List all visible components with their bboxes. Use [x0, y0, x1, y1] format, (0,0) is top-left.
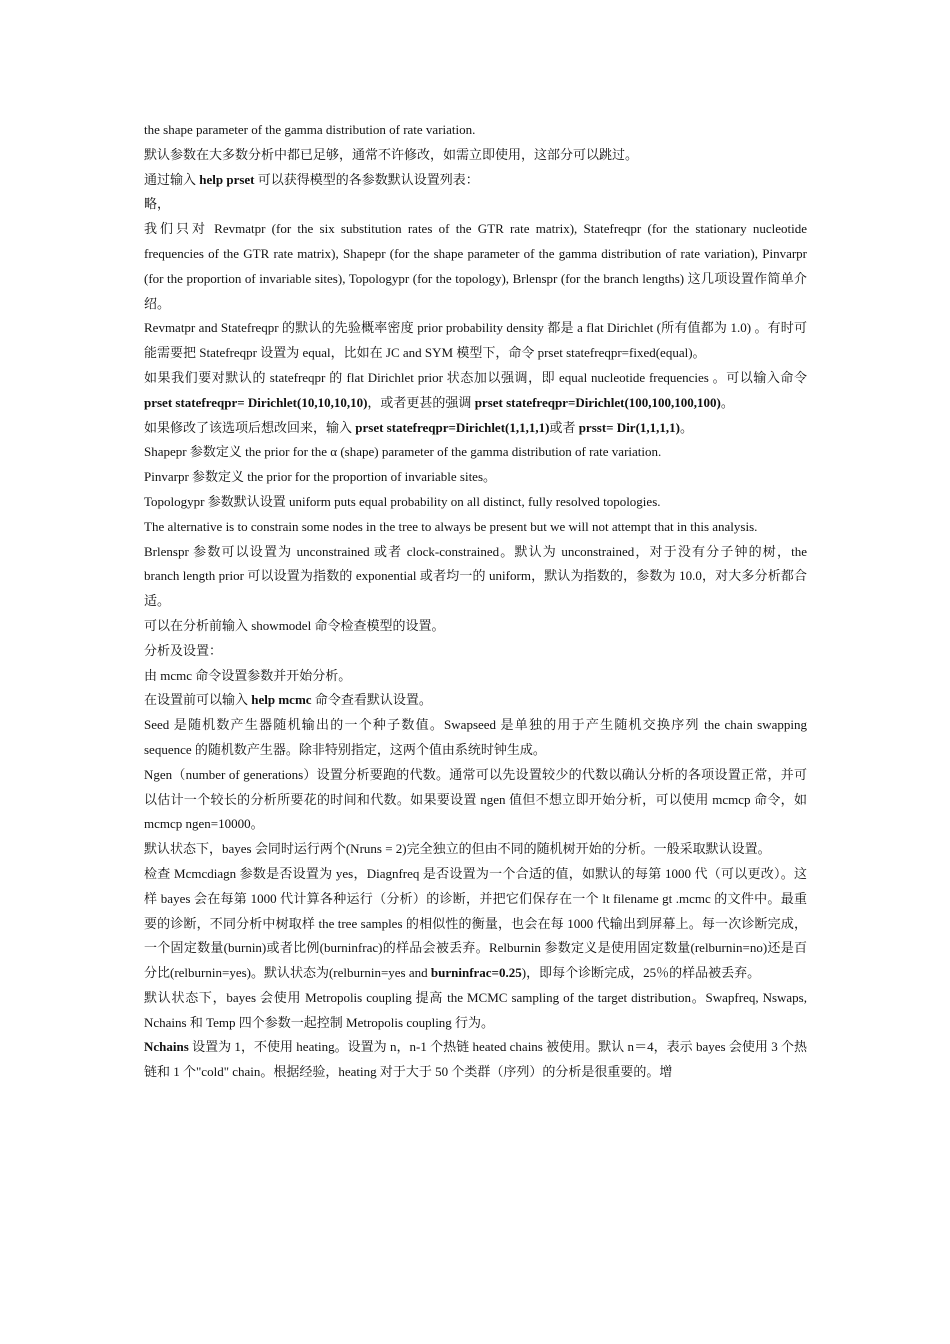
paragraph	[144, 416, 807, 441]
text-run: 命令查看默认设置。	[311, 692, 432, 708]
text-run: 在设置前可以输入	[144, 692, 252, 708]
text-run: 由 mcmc 命令设置参数并开始分析。	[144, 667, 352, 683]
paragraph	[144, 540, 807, 614]
paragraph	[144, 1035, 807, 1085]
paragraph	[144, 862, 807, 986]
bold-text: prset statefreqpr= Dirichlet(10,10,10,10)	[144, 394, 368, 410]
text-run: 。	[680, 419, 694, 435]
text-run: 如果修改了该选项后想改回来，输入	[144, 419, 356, 435]
text-run: 或者	[549, 419, 579, 435]
paragraph	[144, 465, 807, 490]
paragraph	[144, 515, 807, 540]
text-run: Shapepr 参数定义 the prior for the α (shape) parameter of the gamma distribution of rate variation.	[144, 444, 662, 460]
text-run: 默认状态下，bayes 会使用 Metropolis coupling 提高 the MCMC sampling of the target distribution。Swapfreq, Nswaps, Nchains 和 Temp 四个参数一起控制 Metropolis coupling 行为。	[144, 989, 807, 1030]
text-run: 可以在分析前输入 showmodel 命令检查模型的设置。	[144, 617, 445, 633]
paragraph	[144, 316, 807, 366]
text-run: 默认状态下，bayes 会同时运行两个(Nruns = 2)完全独立的但由不同的随机树开始的分析。一般采取默认设置。	[144, 841, 771, 857]
text-run: 设置为 1，不使用 heating。设置为 n，n-1 个热链 heated chains 被使用。默认 n＝4，表示 bayes 会使用 3 个热链和 1 个"cold" chain。根据经验，heating 对于大于 50 个类群（序列）的分析是很重要的。增	[144, 1039, 807, 1080]
text-run: 通过输入	[144, 171, 200, 187]
bold-text: burninfrac=0.25	[430, 965, 522, 981]
text-run: 可以获得模型的各参数默认设置列表：	[254, 171, 479, 187]
paragraph	[144, 664, 807, 689]
text-run: )，即每个诊断完成，25％的样品被丢弃。	[521, 965, 761, 981]
paragraph	[144, 192, 807, 217]
text-run: Pinvarpr 参数定义 the prior for the proportion of invariable sites。	[144, 469, 497, 485]
bold-text: Nchains	[144, 1039, 189, 1055]
text-run: Seed 是随机数产生器随机输出的一个种子数值。Swapseed 是单独的用于产生随机交换序列 the chain swapping sequence 的随机数产生器。除非特别指定，这两个值由系统时钟生成。	[144, 717, 807, 757]
paragraph	[144, 614, 807, 639]
text-run: ，或者更甚的强调	[367, 394, 475, 410]
text-run: 如果我们要对默认的 statefreqpr 的 flat Dirichlet prior 状态加以强调，即 equal nucleotide frequencies 。可以输入命令	[144, 369, 807, 385]
text-run: 默认参数在大多数分析中都已足够，通常不许修改，如需立即使用，这部分可以跳过。	[144, 146, 639, 162]
text-run: Revmatpr and Statefreqpr 的默认的先验概率密度 prior probability density 都是 a flat Dirichlet (所有值都为 1.0) 。有时可能需要把 Statefreqpr 设置为 equal，比如在 JC and SYM 模型下，命令 prset statefreqpr=fixed(equal)。	[144, 320, 807, 361]
paragraph	[144, 763, 807, 837]
paragraph	[144, 168, 807, 193]
paragraph	[144, 217, 807, 316]
text-run: 检查 Mcmcdiagn 参数是否设置为 yes，Diagnfreq 是否设置为一个合适的值，如默认的每第 1000 代（可以更改）。这样 bayes 会在每第 1000 代计算各种运行（分析）的诊断，并把它们保存在一个 lt filename gt .mcmc 的文件中。最重要的诊断，不同分析中树取样 the tree samples 的相似性的衡量，也会在每 1000 代输出到屏幕上。每一次诊断完成，一个固定数量(burnin)或者比例(burninfrac)的样品会被丢弃。Relburnin 参数定义是使用固定数量(relburnin=no)还是百分比(relburnin=yes)。默认状态为(relburnin=yes and	[144, 865, 807, 981]
text-run: the shape parameter of the gamma distribution of rate variation.	[144, 122, 476, 137]
paragraph	[144, 713, 807, 763]
paragraph	[144, 118, 807, 143]
paragraph	[144, 639, 807, 664]
bold-text: prset statefreqpr=Dirichlet(1,1,1,1)	[355, 419, 550, 435]
text-run: Ngen（number of generations）设置分析要跑的代数。通常可以先设置较少的代数以确认分析的各项设置正常，并可以估计一个较长的分析所要花的时间和代数。如果要设置 ngen 值但不想立即开始分析，可以使用 mcmcp 命令，如 mcmcp ngen=10000。	[144, 766, 807, 832]
text-run: Topologypr 参数默认设置 uniform puts equal probability on all distinct, fully resolved topologies.	[144, 493, 661, 509]
text-run: Brlenspr 参数可以设置为 unconstrained 或者 clock-constrained。默认为 unconstrained，对于没有分子钟的树，the branch length prior 可以设置为指数的 exponential 或者均一的 uniform，默认为指数的，参数为 10.0，对大多分析都合适。	[144, 543, 807, 609]
text-run: 。	[720, 394, 734, 410]
paragraph	[144, 490, 807, 515]
text-run: 分析及设置：	[144, 642, 223, 658]
bold-text: help prset	[199, 171, 255, 187]
text-run: The alternative is to constrain some nodes in the tree to always be present but we will not attempt that in this analysis.	[144, 518, 758, 534]
paragraph	[144, 986, 807, 1036]
paragraph	[144, 688, 807, 713]
paragraph	[144, 366, 807, 416]
paragraph	[144, 143, 807, 168]
bold-text: prset statefreqpr=Dirichlet(100,100,100,100)	[474, 394, 721, 410]
bold-text: help mcmc	[251, 692, 312, 708]
text-run: 我们只对 Revmatpr (for the six substitution rates of the GTR rate matrix), Statefreqpr (for the stationary nucleotide frequencies of the GTR rate matrix), Shapepr (for the shape parameter of the gamma distribution of rate variation), Pinvarpr (for the proportion of invariable sites), Topologypr (for the topology), Brlenspr (for the branch lengths) 这几项设置作简单介绍。	[144, 221, 807, 311]
paragraph	[144, 440, 807, 465]
text-run: 略，	[144, 196, 171, 212]
paragraph	[144, 837, 807, 862]
document-body	[144, 118, 807, 1085]
bold-text: prsst= Dir(1,1,1,1)	[578, 419, 680, 435]
